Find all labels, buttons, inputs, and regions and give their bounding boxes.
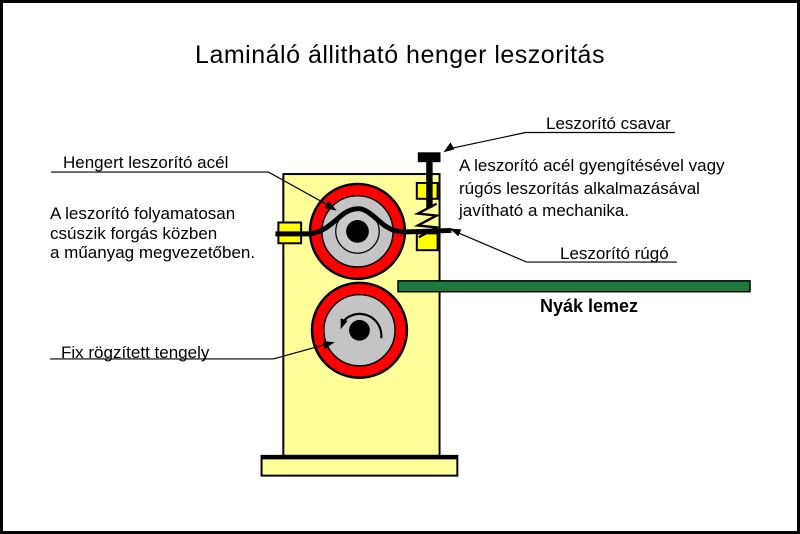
note-right: [459, 155, 725, 223]
pcb-board: [398, 281, 750, 292]
upper-roller-axle-dot: [346, 220, 369, 243]
note-left-line3: a műanyag megvezetőben.: [50, 243, 256, 262]
note-left-line1: A leszorító folyamatosan: [50, 204, 236, 223]
lower-roller: [312, 283, 407, 378]
clamp-screw-head: [418, 152, 441, 162]
laminator-diagram: [3, 3, 797, 531]
label-pcb-board: Nyák lemez: [540, 296, 639, 316]
label-roller-steel: Hengert leszorító acél: [63, 153, 229, 172]
leader-screw: [451, 133, 674, 149]
label-clamp-spring: Leszorító rúgó: [560, 244, 669, 263]
note-right-line1: A leszorító acél gyengítésével vagy: [459, 156, 725, 175]
label-clamp-screw: Leszorító csavar: [546, 114, 671, 133]
clamp-screw-shaft: [426, 161, 432, 207]
note-left: [50, 204, 255, 263]
label-fixed-axle: Fix rögzített tengely: [61, 343, 210, 362]
arrowhead-screw-icon: [444, 142, 455, 152]
lower-roller-axle-dot: [349, 320, 370, 341]
note-left-line2: csúszik forgás közben: [50, 223, 218, 243]
page-title: Lamináló állitható henger leszoritás: [195, 41, 605, 69]
note-right-line2: rúgós leszorítás alkalmazásával: [459, 178, 700, 198]
note-right-line3: javítható a mechanika.: [459, 201, 630, 220]
